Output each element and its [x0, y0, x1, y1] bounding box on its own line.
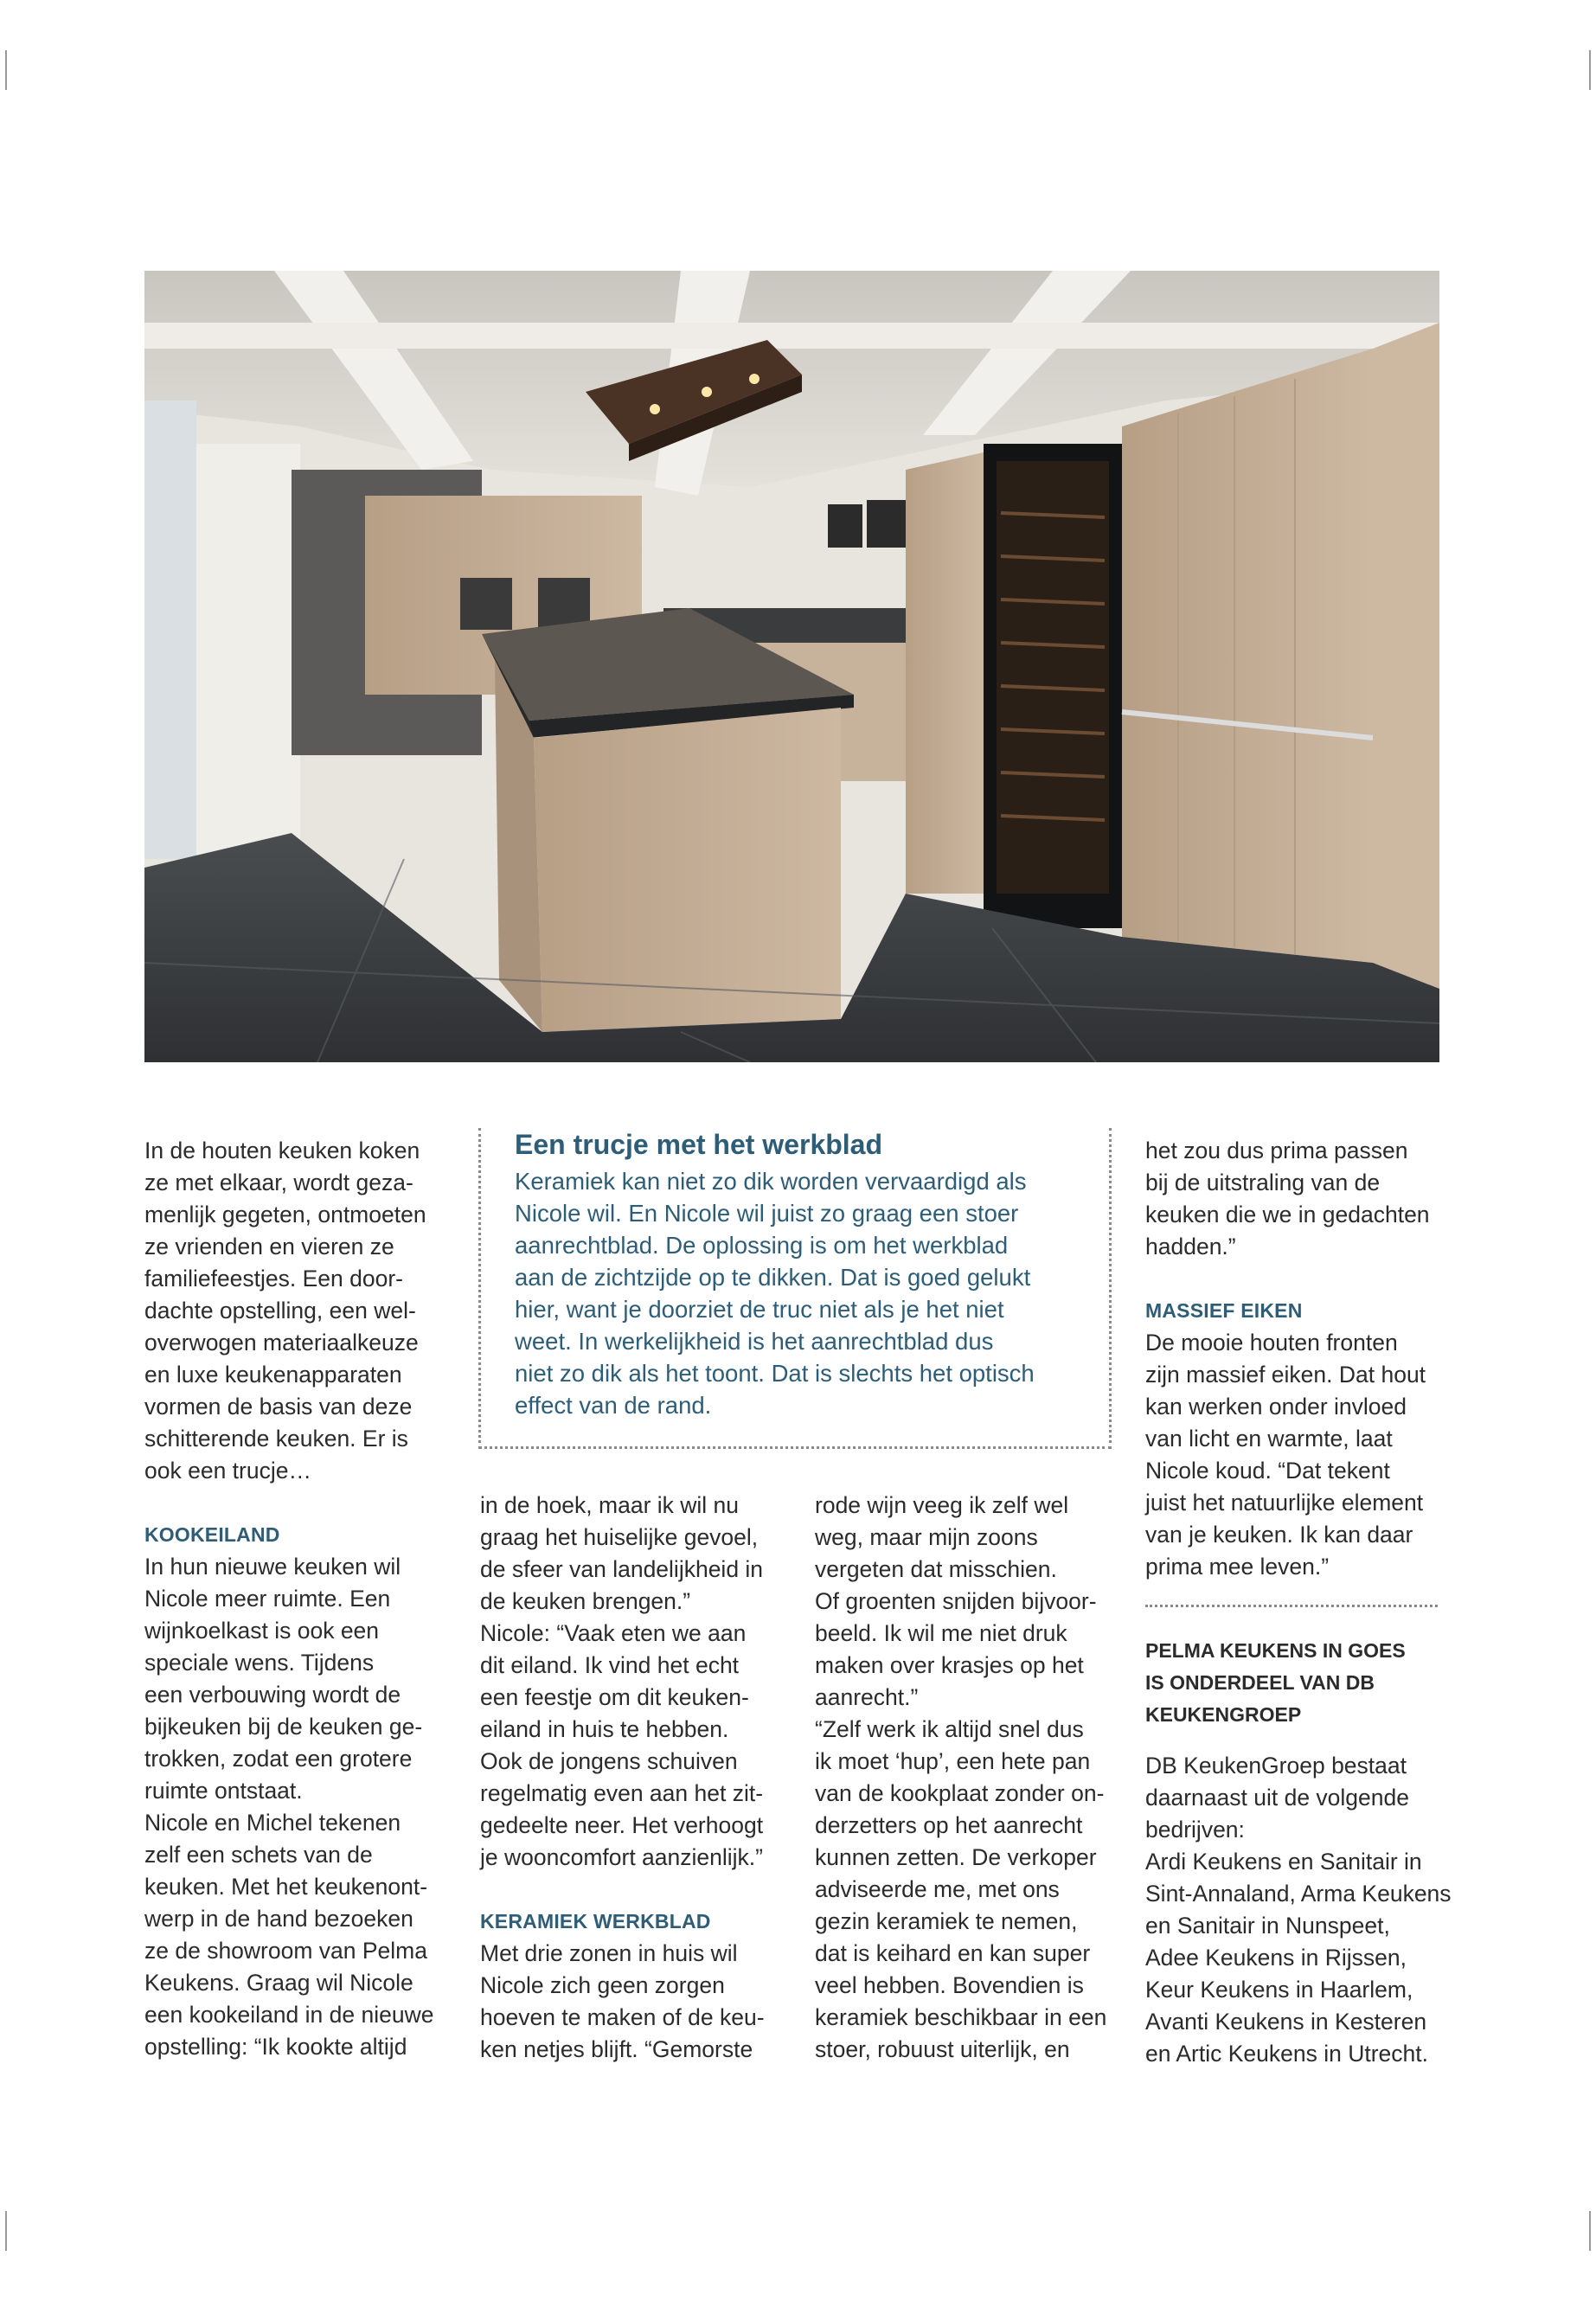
article-column-4	[1145, 1135, 1457, 2070]
article-column-1	[144, 1135, 456, 2063]
section-heading-massief-eiken: MASSIEF EIKEN	[1145, 1299, 1303, 1322]
crop-mark-top-left	[5, 50, 7, 90]
section-heading-keramiek-werkblad: KERAMIEK WERKBLAD	[480, 1910, 711, 1932]
sidebar-heading: PELMA KEUKENS IN GOES IS ONDERDEEL VAN DB KEUKENGROEP	[1145, 1639, 1406, 1726]
section-heading-kookeiland: KOOKEILAND	[144, 1523, 280, 1546]
intro-paragraph: In de houten keuken koken ze met elkaar, wordt geza- menlijk gegeten, ontmoeten ze vrienden en vieren ze familiefeestjes. Een door- dachte opstelling, een wel- overwogen materiaalkeuze en luxe keukenapparaten vormen de basis van deze schitterende keuken. Er is ook een trucje…	[144, 1138, 426, 1484]
column-4-paragraph: het zou dus prima passen bij de uitstraling van de keuken die we in gedachten hadden.”	[1145, 1138, 1430, 1259]
article-column-2	[480, 1490, 792, 2066]
crop-mark-bottom-right	[1589, 2211, 1591, 2251]
massief-eiken-paragraph: De mooie houten fronten zijn massief eiken. Dat hout kan werken onder invloed van licht en warmte, laat Nicole koud. “Dat tekent juist het natuurlijke element van je keuken. Ik kan daar prima mee leven.”	[1145, 1330, 1426, 1580]
kitchen-photo	[144, 271, 1439, 1062]
callout-body: Keramiek kan niet zo dik worden vervaardigd als Nicole wil. En Nicole wil juist zo graag een stoer aanrechtblad. De oplossing is om het werkblad aan de zichtzijde op te dikken. Dat is goed gelukt hier, want je doorziet de truc niet als je het niet weet. In werkelijkheid is het aanrechtblad dus niet zo dik als het toont. Dat is slechts het optisch effect van de rand.	[515, 1168, 1035, 1419]
callout-title: Een trucje met het werkblad	[515, 1129, 883, 1160]
article-column-3	[815, 1490, 1126, 2066]
crop-mark-bottom-left	[5, 2211, 7, 2251]
column-3-paragraph: rode wijn veeg ik zelf wel weg, maar mijn zoons vergeten dat misschien. Of groenten snijden bijvoor- beeld. Ik wil me niet druk maken over krasjes op het aanrecht.” “Zelf werk ik altijd snel dus ik moet ‘hup’, een hete pan van de kookplaat zonder on- derzetters op het aanrecht kunnen zetten. De verkoper adviseerde me, met ons gezin keramiek te nemen, dat is keihard en kan super veel hebben. Bovendien is keramiek beschikbaar in een stoer, robuust uiterlijk, en	[815, 1492, 1107, 2062]
sidebar-paragraph: DB KeukenGroep bestaat daarnaast uit de volgende bedrijven: Ardi Keukens en Sanitair in Sint-Annaland, Arma Keukens en Sanitair in Nunspeet, Adee Keukens in Rijssen, Keur Keukens in Haarlem, Avanti Keukens in Kesteren en Artic Keukens in Utrecht.	[1145, 1753, 1452, 2067]
kookeiland-paragraph: In hun nieuwe keuken wil Nicole meer ruimte. Een wijnkoelkast is ook een speciale wens. Tijdens een verbouwing wordt de bijkeuken bij de keuken ge- trokken, zodat een grotere ruimte ontstaat. Nicole en Michel tekenen zelf een schets van de keuken. Met het keukenont- werp in de hand bezoeken ze de showroom van Pelma Keukens. Graag wil Nicole een kookeiland in de nieuwe opstelling: “Ik kookte altijd	[144, 1554, 434, 2060]
crop-mark-top-right	[1589, 50, 1591, 90]
keramiek-paragraph: Met drie zonen in huis wil Nicole zich geen zorgen hoeven te maken of de keu- ken netjes blijft. “Gemorste	[480, 1940, 765, 2062]
sidebar-divider	[1145, 1605, 1438, 1607]
column-2-paragraph: in de hoek, maar ik wil nu graag het huiselijke gevoel, de sfeer van landelijkheid in de keuken brengen.” Nicole: “Vaak eten we aan dit eiland. Ik vind het echt een feestje om dit keuken- eiland in huis te hebben. Ook de jongens schuiven regelmatig even aan het zit- gedeelte neer. Het verhoogt je wooncomfort aanzienlijk.”	[480, 1492, 764, 1870]
